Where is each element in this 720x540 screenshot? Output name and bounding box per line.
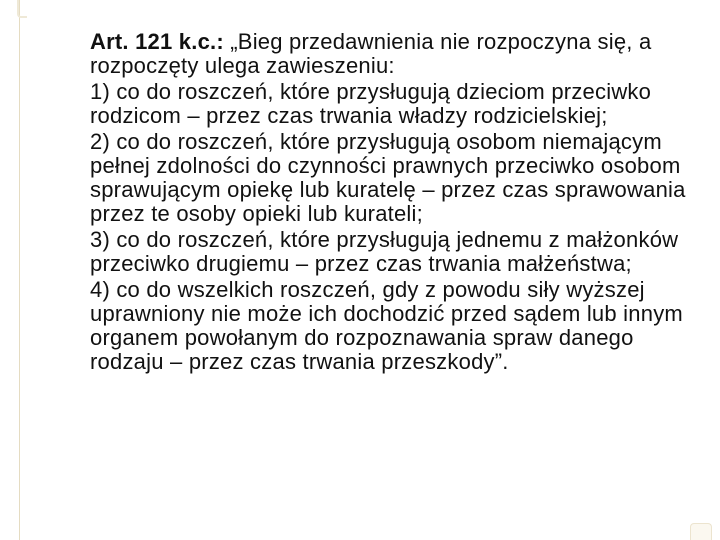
article-reference: Art. 121 k.c.: bbox=[90, 29, 224, 54]
left-border-line bbox=[19, 0, 20, 540]
article-item-1: 1) co do roszczeń, które przysługują dzieciom przeciwko rodzicom – przez czas trwania władzy rodzicielskiej; bbox=[90, 79, 652, 128]
article-item-4: 4) co do wszelkich roszczeń, gdy z powodu siły wyższej uprawniony nie może ich dochodzić przed sądem lub innym organem powołanym do rozpoznawania spraw danego rodzaju – przez czas trwania przeszkody”. bbox=[90, 277, 683, 374]
article-intro-paragraph bbox=[90, 30, 712, 78]
top-left-corner-frame bbox=[17, 0, 27, 18]
article-item-3: 3) co do roszczeń, które przysługują jednemu z małżonków przeciwko drugiemu – przez czas trwania małżeństwa; bbox=[90, 227, 679, 276]
article-intro-text: „Bieg przedawnienia nie rozpoczyna się, a rozpoczęty ulega zawieszeniu: bbox=[90, 29, 652, 78]
bottom-right-tab bbox=[690, 523, 712, 540]
slide-text-block bbox=[90, 30, 712, 374]
article-item-2: 2) co do roszczeń, które przysługują osobom niemającym pełnej zdolności do czynności prawnych przeciwko osobom sprawującym opiekę lub kuratelę – przez czas sprawowania przez te osoby opieki lub kurateli; bbox=[90, 129, 686, 226]
